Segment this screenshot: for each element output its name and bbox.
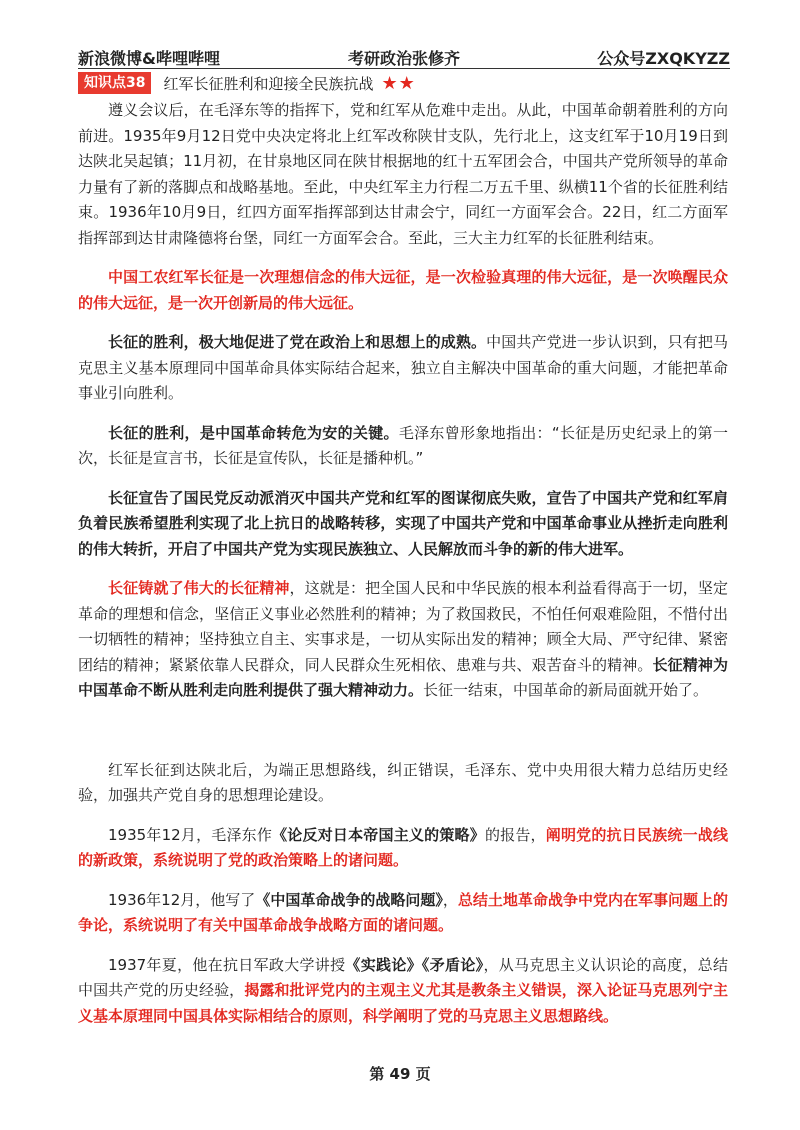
paragraph [78, 421, 728, 472]
paragraph-segment: 《中国革命战争的战略问题》 [255, 890, 443, 909]
paragraph-segment: 总结土地革命战争中党内在军事问题上的争论，系统说明了有关中国革命战争战略方面的诸问题。 [78, 890, 728, 934]
paragraph-segment: 的报告， [484, 825, 546, 844]
header-left-text: 新浪微博&哔哩哔哩 [78, 49, 220, 68]
paragraph-segment: 中国共产党进一步认识到，只有把马克思主义基本原理同中国革命具体实际结合起来，独立自主解决中国革命的重大问题，才能把革命事业引向胜利。 [78, 333, 728, 402]
section-gap [78, 718, 728, 758]
paragraph-segment: 《论反对日本帝国主义的策略》 [272, 825, 485, 844]
star-icon: ★★ [381, 72, 416, 94]
paragraph-group-long-march [78, 98, 728, 704]
paragraph-segment: 1937年夏，他在抗日军政大学讲授 [108, 955, 346, 974]
paragraph [78, 758, 728, 809]
paragraph-segment: 长征一结束，中国革命的新局面就开始了。 [423, 681, 709, 699]
paragraph-group-theory [78, 758, 728, 1030]
paragraph [78, 576, 728, 704]
paragraph-segment: 长征的胜利，极大地促进了党在政治上和思想上的成熟。 [108, 333, 487, 351]
paragraph-segment: 红军长征到达陕北后，为端正思想路线，纠正错误，毛泽东、党中央用很大精力总结历史经验，加强共产党自身的思想理论建设。 [78, 760, 728, 804]
paragraph-segment: 揭露和批评党内的主观主义尤其是教条主义错误，深入论证马克思列宁主义基本原理同中国具体实际相结合的原则，科学阐明了党的马克思主义思想路线。 [78, 981, 728, 1025]
paragraph [78, 486, 728, 563]
header-right-text: 公众号ZXQKYZZ [597, 49, 730, 68]
header-center-text: 考研政治张修齐 [347, 49, 460, 68]
knowledge-point-row [78, 72, 416, 94]
paragraph-segment: 遵义会议后，在毛泽东等的指挥下，党和红军从危难中走出。从此，中国革命朝着胜利的方向前进。1935年9月12日党中央决定将北上红军改称陕甘支队，先行北上，这支红军于10月19日到达陕北吴起镇；11月初，在甘泉地区同在陕甘根据地的红十五军团会合，中国共产党所领导的革命力量有了新的落脚点和战略基地。至此，中央红军主力行程二万五千里、纵横11个省的长征胜利结束。1936年10月9日，红四方面军指挥部到达甘肃会宁，同红一方面军会合。22日，红二方面军指挥部到达甘肃隆德将台堡，同红一方面军会合。至此，三大主力红军的长征胜利结束。 [78, 101, 728, 247]
paragraph-segment: 长征铸就了伟大的长征精神 [108, 579, 290, 597]
paragraph [78, 888, 728, 939]
paragraph [78, 98, 728, 251]
document-body [78, 98, 728, 1043]
paragraph-segment: 阐明党的抗日民族统一战线的新政策，系统说明了党的政治策略上的诸问题。 [78, 825, 728, 869]
knowledge-point-title: 红军长征胜利和迎接全民族抗战 [163, 74, 374, 93]
page-header [78, 40, 730, 68]
paragraph [78, 330, 728, 407]
paragraph [78, 953, 728, 1030]
paragraph [78, 823, 728, 874]
paragraph-segment: 中国工农红军长征是一次理想信念的伟大远征，是一次检验真理的伟大远征，是一次唤醒民众的伟大远征，是一次开创新局的伟大远征。 [78, 268, 728, 312]
header-divider [78, 68, 730, 69]
paragraph-segment: 1935年12月，毛泽东作 [108, 825, 273, 844]
paragraph-segment: 1936年12月，他写了 [108, 890, 256, 909]
paragraph-segment: ， [442, 890, 458, 909]
knowledge-point-badge: 知识点38 [78, 72, 151, 94]
paragraph-segment: 《实践论》《矛盾论》 [345, 955, 484, 974]
paragraph-segment: ，从马克思主义认识论的高度，总结中国共产党的历史经验， [78, 955, 728, 999]
paragraph-segment: 长征精神为中国革命不断从胜利走向胜利提供了强大精神动力。 [78, 655, 728, 699]
paragraph [78, 265, 728, 316]
paragraph-segment: 毛泽东曾形象地指出：“长征是历史纪录上的第一次，长征是宣言书，长征是宣传队，长征是播种机。” [78, 423, 728, 467]
paragraph-segment: ，这就是：把全国人民和中华民族的根本利益看得高于一切，坚定革命的理想和信念，坚信正义事业必然胜利的精神；为了救国救民，不怕任何艰难险阻，不惜付出一切牺牲的精神；坚持独立自主、实事求是，一切从实际出发的精神；顾全大局、严守纪律、紧密团结的精神；紧紧依靠人民群众，同人民群众生死相依、患难与共、艰苦奋斗的精神。 [78, 579, 728, 674]
paragraph-segment: 长征的胜利，是中国革命转危为安的关键。 [108, 423, 399, 442]
paragraph-segment: 长征宣告了国民党反动派消灭中国共产党和红军的图谋彻底失败，宣告了中国共产党和红军肩负着民族希望胜利实现了北上抗日的战略转移，实现了中国共产党和中国革命事业从挫折走向胜利的伟大转折，开启了中国共产党为实现民族独立、人民解放而斗争的新的伟大进军。 [78, 488, 728, 558]
page-number: 第 49 页 [369, 1065, 431, 1083]
